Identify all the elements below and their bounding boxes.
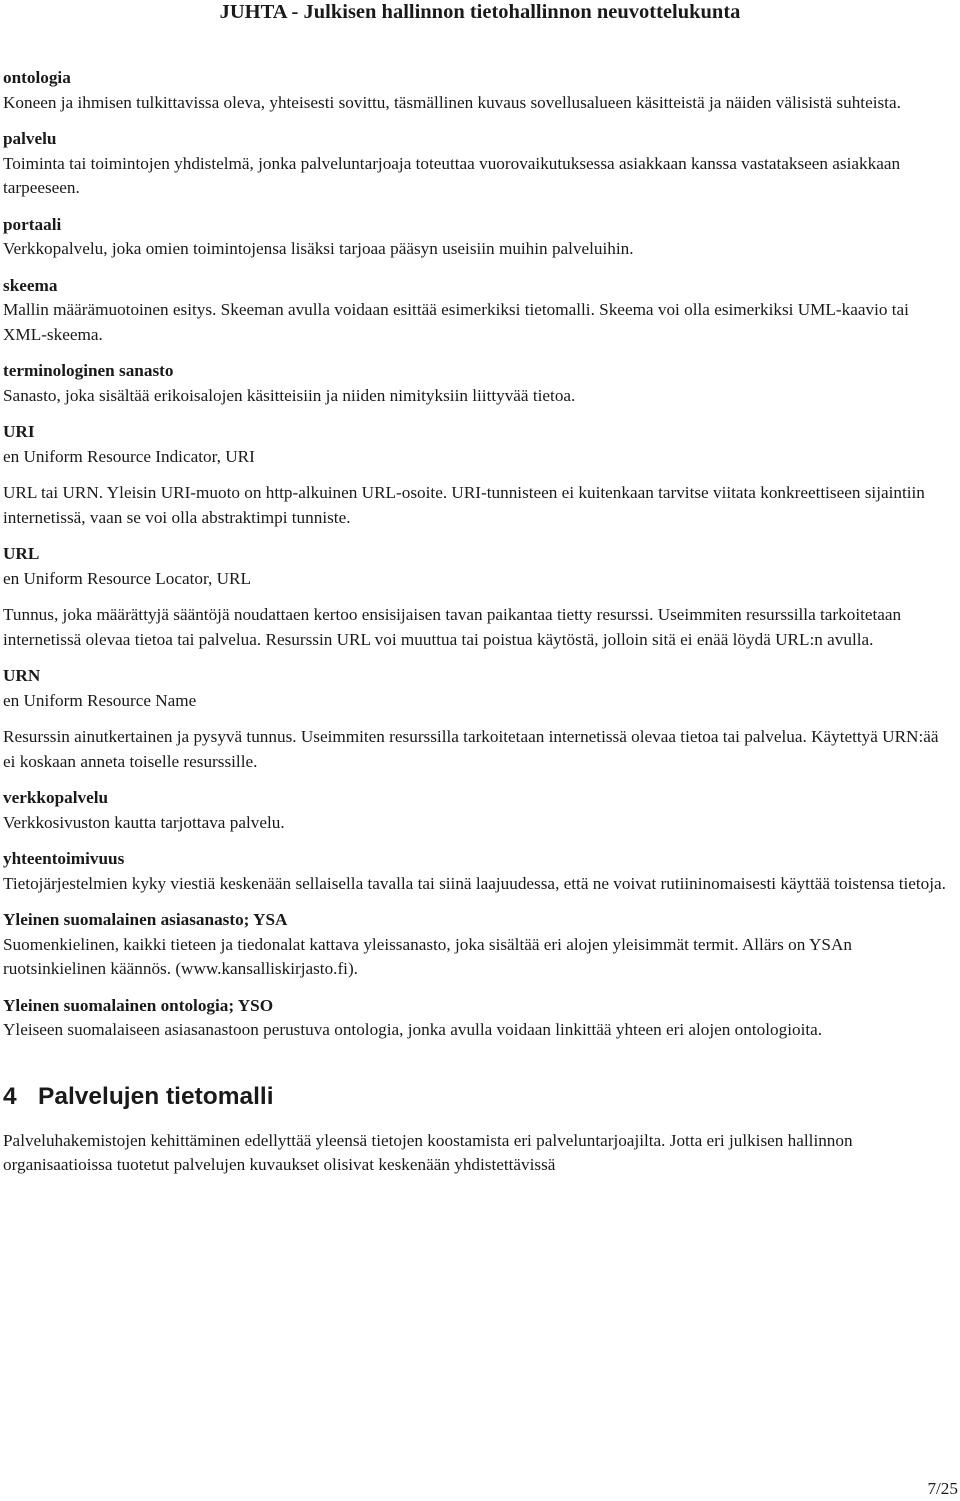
section-number: 4 bbox=[3, 1082, 17, 1110]
section-body: Palveluhakemistojen kehittäminen edellyttää yleensä tietojen koostamista eri palveluntarjoajilta. Jotta eri julkisen hallinnon organisaatioissa tuotetut palvelujen kuvaukset olisivat keskenään yhdistettävissä bbox=[3, 1130, 853, 1174]
glossary-term: ontologia bbox=[3, 68, 71, 87]
glossary-entry-ysa bbox=[3, 908, 948, 982]
glossary-term: palvelu bbox=[3, 129, 57, 148]
glossary-entry-url bbox=[3, 542, 948, 652]
page-header: JUHTA - Julkisen hallinnon tietohallinnon neuvottelukunta bbox=[219, 1, 741, 23]
glossary-term: skeema bbox=[3, 275, 58, 295]
glossary-definition: Suomenkielinen, kaikki tieteen ja tiedonalat kattava yleissanasto, joka sisältää eri alojen yleisimmät termit. Allärs on YSAn ruotsinkielinen käännös. (www.kansalliskirjasto.fi). bbox=[3, 934, 852, 978]
glossary-term: yhteentoimivuus bbox=[3, 849, 125, 868]
glossary-entry-ontologia bbox=[3, 66, 948, 115]
spacer bbox=[3, 713, 948, 725]
glossary-term: Yleinen suomalainen asiasanasto; YSA bbox=[3, 910, 288, 929]
glossary-definition: Sanasto, joka sisältää erikoisalojen käsitteisiin ja niiden nimityksiin liittyvää tietoa. bbox=[3, 385, 576, 405]
glossary-definition: Tunnus, joka määrättyjä sääntöjä noudattaen kertoo ensisijaisen tavan paikantaa tietty resurssi. Useimmiten resurssilla tarkoitetaan internetissä olevaa tietoa tai palvelua. Resurssin URL voi muuttua tai poistua käytöstä, jolloin sitä ei enää löydä URL:n avulla. bbox=[3, 605, 902, 649]
glossary-english-equivalent: en Uniform Resource Indicator, URI bbox=[3, 446, 255, 466]
glossary-content bbox=[3, 66, 948, 1178]
glossary-english-equivalent: en Uniform Resource Locator, URL bbox=[3, 568, 251, 588]
spacer bbox=[3, 469, 948, 481]
glossary-definition: Tietojärjestelmien kyky viestiä keskenään sellaisella tavalla tai siinä laajuudessa, että ne voivat rutiininomaisesti käyttää toistensa tietoja. bbox=[3, 873, 946, 893]
glossary-entry-palvelu bbox=[3, 127, 948, 201]
glossary-definition: Verkkopalvelu, joka omien toimintojensa lisäksi tarjoaa pääsyn useisiin muihin palveluihin. bbox=[3, 239, 634, 258]
glossary-definition: Resurssin ainutkertainen ja pysyvä tunnus. Useimmiten resurssilla tarkoitetaan internetissä olevaa tietoa tai palvelua. Käytettyä URN:ää ei koskaan anneta toiselle resurssille. bbox=[3, 727, 939, 771]
glossary-definition: Verkkosivuston kautta tarjottava palvelu. bbox=[3, 812, 285, 832]
glossary-term: URN bbox=[3, 666, 41, 685]
glossary-entry-urn bbox=[3, 664, 948, 774]
glossary-definition: URL tai URN. Yleisin URI-muoto on http-alkuinen URL-osoite. URI-tunnisteen ei kuitenkaan tarvitse viitata konkreettiseen sijaintiin internetissä, vaan se voi olla abstraktimpi tunniste. bbox=[3, 483, 925, 527]
glossary-term: terminologinen sanasto bbox=[3, 361, 174, 380]
glossary-definition: Yleiseen suomalaiseen asiasanastoon perustuva ontologia, jonka avulla voidaan linkittää yhteen eri alojen ontologioita. bbox=[3, 1020, 823, 1039]
glossary-term: URI bbox=[3, 422, 35, 441]
page-number: 7/25 bbox=[927, 1479, 958, 1498]
glossary-term: Yleinen suomalainen ontologia; YSO bbox=[3, 995, 274, 1015]
section-title: Palvelujen tietomalli bbox=[38, 1082, 274, 1110]
glossary-entry-verkkopalvelu bbox=[3, 786, 948, 835]
glossary-definition: Koneen ja ihmisen tulkittavissa oleva, yhteisesti sovittu, täsmällinen kuvaus sovellusalueen käsitteistä ja näiden välisistä suhteista. bbox=[3, 92, 901, 112]
spacer bbox=[3, 591, 948, 603]
glossary-english-equivalent: en Uniform Resource Name bbox=[3, 690, 197, 710]
glossary-term: URL bbox=[3, 544, 40, 563]
glossary-entry-yhteentoimivuus bbox=[3, 847, 948, 896]
glossary-definition: Mallin määrämuotoinen esitys. Skeeman avulla voidaan esittää esimerkiksi tietomalli. Skeema voi olla esimerkiksi UML-kaavio tai XML-skeema. bbox=[3, 300, 909, 344]
glossary-entry-yso bbox=[3, 994, 948, 1043]
glossary-entry-skeema bbox=[3, 274, 948, 348]
glossary-term: verkkopalvelu bbox=[3, 788, 109, 807]
glossary-definition: Toiminta tai toimintojen yhdistelmä, jonka palveluntarjoaja toteuttaa vuorovaikutuksessa asiakkaan kanssa vastatakseen asiakkaan tarpeeseen. bbox=[3, 153, 901, 197]
glossary-entry-uri bbox=[3, 420, 948, 530]
glossary-entry-portaali bbox=[3, 213, 948, 262]
section-heading bbox=[3, 1081, 948, 1113]
glossary-term: portaali bbox=[3, 214, 62, 234]
glossary-entry-terminologinen-sanasto bbox=[3, 359, 948, 408]
